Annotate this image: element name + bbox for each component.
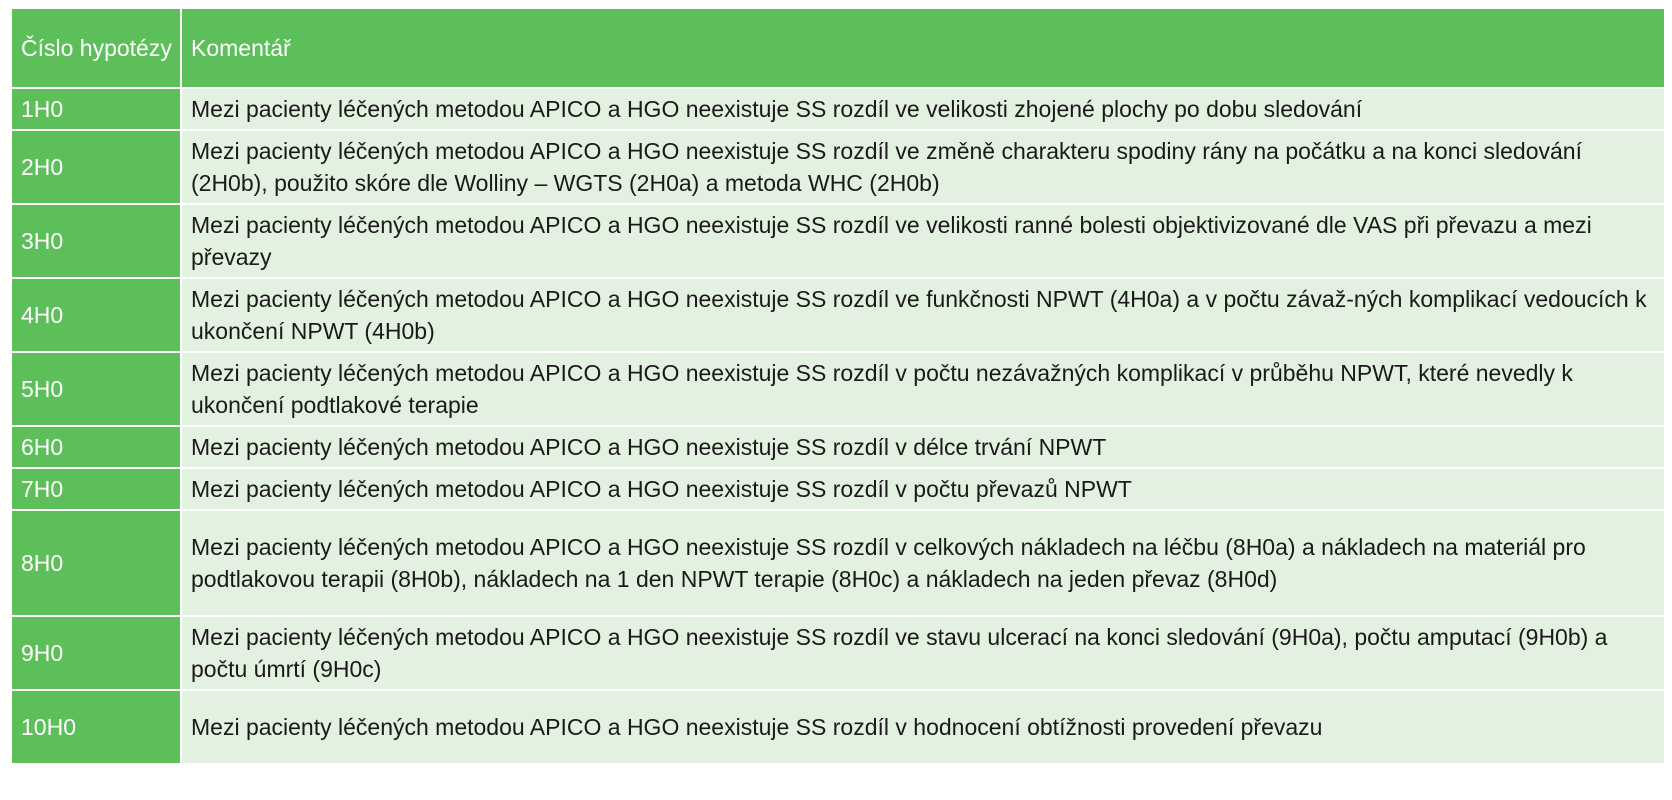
hypothesis-id: 3H0 (12, 204, 181, 278)
hypothesis-id: 4H0 (12, 278, 181, 352)
hypothesis-comment: Mezi pacienty léčených metodou APICO a HGO neexistuje SS rozdíl v celkových nákladech na léčbu (8H0a) a nákladech na materiál pro podtlakovou terapii (8H0b), nákladech na 1 den NPWT terapie (8H0c) a nákladech na jeden převaz (8H0d) (181, 510, 1664, 616)
hypothesis-comment: Mezi pacienty léčených metodou APICO a HGO neexistuje SS rozdíl ve funkčnosti NPWT (4H0a) a v počtu závaž-ných komplikací vedoucích k ukončení NPWT (4H0b) (181, 278, 1664, 352)
hypothesis-comment: Mezi pacienty léčených metodou APICO a HGO neexistuje SS rozdíl v počtu převazů NPWT (181, 468, 1664, 510)
hypothesis-table (12, 9, 1664, 765)
hypothesis-id: 8H0 (12, 510, 181, 616)
hypothesis-comment: Mezi pacienty léčených metodou APICO a HGO neexistuje SS rozdíl v hodnocení obtížnosti provedení převazu (181, 690, 1664, 764)
hypothesis-id: 9H0 (12, 616, 181, 690)
hypothesis-comment: Mezi pacienty léčených metodou APICO a HGO neexistuje SS rozdíl ve velikosti zhojené plochy po dobu sledování (181, 88, 1664, 130)
hypothesis-id: 10H0 (12, 690, 181, 764)
hypothesis-id: 1H0 (12, 88, 181, 130)
hypothesis-id: 2H0 (12, 130, 181, 204)
table-header-row (12, 9, 1664, 88)
table-row (12, 468, 1664, 510)
hypothesis-comment: Mezi pacienty léčených metodou APICO a HGO neexistuje SS rozdíl v počtu nezávažných komplikací v průběhu NPWT, které nevedly k ukončení podtlakové terapie (181, 352, 1664, 426)
table-row (12, 426, 1664, 468)
hypothesis-id: 6H0 (12, 426, 181, 468)
table-row (12, 88, 1664, 130)
hypothesis-comment: Mezi pacienty léčených metodou APICO a HGO neexistuje SS rozdíl ve změně charakteru spodiny rány na počátku a na konci sledování (2H0b), použito skóre dle Wolliny – WGTS (2H0a) a metoda WHC (2H0b) (181, 130, 1664, 204)
hypothesis-comment: Mezi pacienty léčených metodou APICO a HGO neexistuje SS rozdíl ve velikosti ranné bolesti objektivizované dle VAS při převazu a mezi převazy (181, 204, 1664, 278)
hypothesis-comment: Mezi pacienty léčených metodou APICO a HGO neexistuje SS rozdíl v délce trvání NPWT (181, 426, 1664, 468)
header-comment: Komentář (181, 9, 1664, 88)
table-row (12, 204, 1664, 278)
table-row (12, 690, 1664, 764)
table-row (12, 616, 1664, 690)
hypothesis-comment: Mezi pacienty léčených metodou APICO a HGO neexistuje SS rozdíl ve stavu ulcerací na konci sledování (9H0a), počtu amputací (9H0b) a počtu úmrtí (9H0c) (181, 616, 1664, 690)
header-hypothesis-number: Číslo hypotézy (12, 9, 181, 88)
table-row (12, 278, 1664, 352)
hypothesis-id: 7H0 (12, 468, 181, 510)
table-row (12, 130, 1664, 204)
hypothesis-id: 5H0 (12, 352, 181, 426)
hypothesis-table-container (12, 9, 1664, 765)
table-row (12, 510, 1664, 616)
table-row (12, 352, 1664, 426)
